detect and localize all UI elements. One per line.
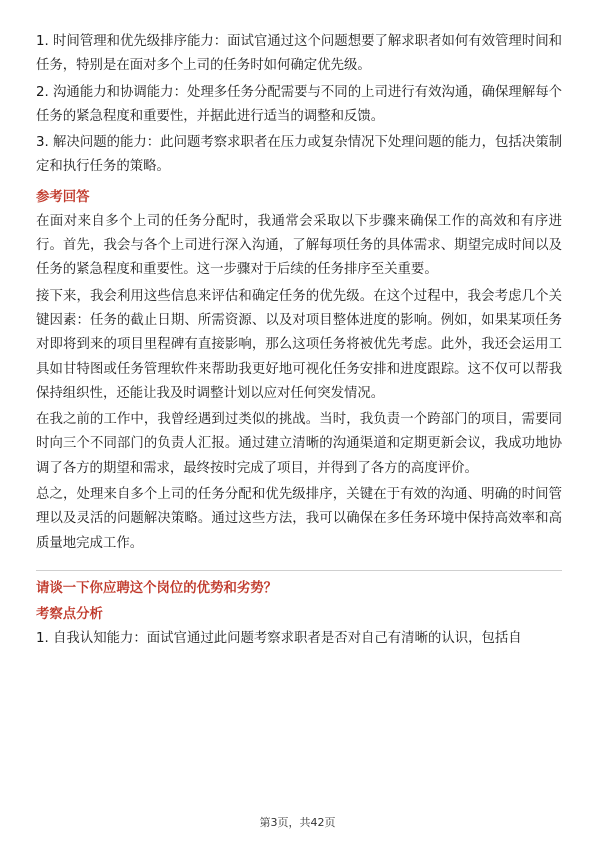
section-divider xyxy=(36,570,562,571)
question-heading: 请谈一下你应聘这个岗位的优势和劣势？ xyxy=(36,580,278,596)
answer-paragraph-4: 总之，处理来自多个上司的任务分配和优先级排序，关键在于有效的沟通、明确的时间管理以及灵活的问题解决策略。通过这些方法，我可以确保在多任务环境中保持高效率和高质量地完成工作。 xyxy=(36,487,562,551)
next-analysis-item-1: 1. 自我认知能力：面试官通过此问题考察求职者是否对自己有清晰的认识，包括自 xyxy=(36,630,522,646)
answer-paragraph-3: 在我之前的工作中，我曾经遇到过类似的挑战。当时，我负责一个跨部门的项目，需要同时向三个不同部门的负责人汇报。通过建立清晰的沟通渠道和定期更新会议，我成功地协调了各方的期望和需求，最终按时完成了项目，并得到了各方的高度评价。 xyxy=(36,412,562,476)
answer-paragraph-1: 在面对来自多个上司的任务分配时，我通常会采取以下步骤来确保工作的高效和有序进行。首先，我会与各个上司进行深入沟通，了解每项任务的具体需求、期望完成时间以及任务的紧急程度和重要性。这一步骤对于后续的任务排序至关重要。 xyxy=(36,213,562,278)
document-page xyxy=(36,30,562,651)
reference-answer-heading: 参考回答 xyxy=(36,189,90,205)
analysis-item-2: 2. 沟通能力和协调能力：处理多任务分配需要与不同的上司进行有效沟通，确保理解每个任务的紧急程度和重要性，并据此进行适当的调整和反馈。 xyxy=(36,84,562,124)
analysis-item-3: 3. 解决问题的能力：此问题考察求职者在压力或复杂情况下处理问题的能力，包括决策制定和执行任务的策略。 xyxy=(36,135,562,175)
analysis-item-1: 1. 时间管理和优先级排序能力：面试官通过这个问题想要了解求职者如何有效管理时间和任务，特别是在面对多个上司的任务时如何确定优先级。 xyxy=(36,34,562,74)
analysis-heading: 考察点分析 xyxy=(36,606,103,622)
page-number: 第3页，共42页 xyxy=(259,816,336,829)
answer-paragraph-2: 接下来，我会利用这些信息来评估和确定任务的优先级。在这个过程中，我会考虑几个关键因素：任务的截止日期、所需资源、以及对项目整体进度的影响。例如，如果某项任务对即将到来的项目里程碑有直接影响，那么这项任务将被优先考虑。此外，我还会运用工具如甘特图或任务管理软件来帮助我更好地可视化任务安排和进度跟踪。这不仅可以帮我保持组织性，还能让我及时调整计划以应对任何突发情况。 xyxy=(36,288,562,401)
